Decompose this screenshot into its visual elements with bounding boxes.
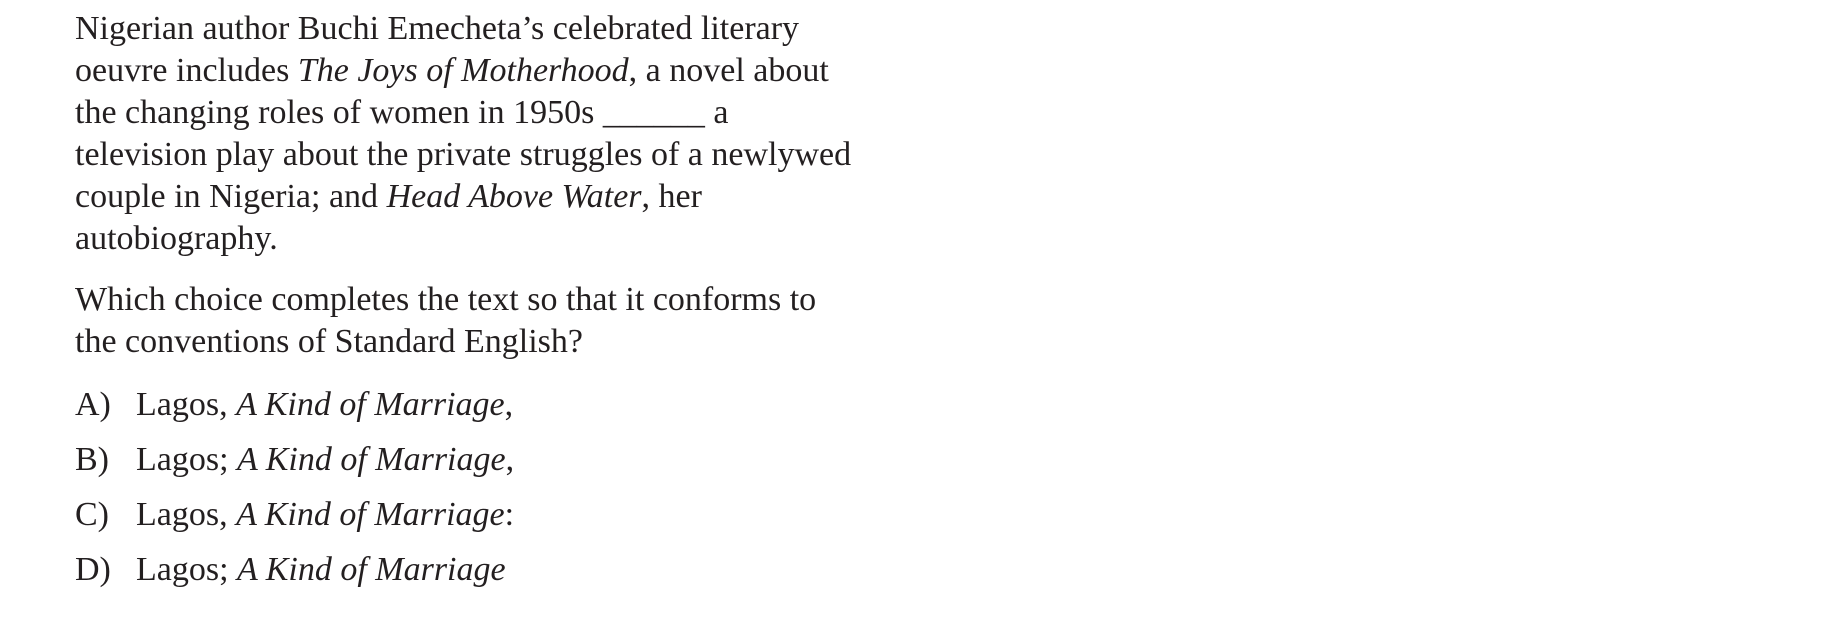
choice-a[interactable] — [75, 384, 865, 426]
question-prompt: Which choice completes the text so that it conforms to the conventions of Standard English? — [75, 281, 817, 360]
choice-letter: D) — [75, 551, 111, 588]
choice-letter: C) — [75, 496, 109, 533]
passage-title-2: Head Above Water — [386, 178, 642, 215]
passage-part-2: , a novel about the changing roles of women in 1950s ______ a television play about the private struggles of a newlywed couple in Nigeria; and — [75, 52, 852, 215]
choice-text: Lagos, A Kind of Marriage: — [136, 496, 515, 533]
passage-title-1: The Joys of Motherhood — [297, 52, 629, 89]
choice-text: Lagos; A Kind of Marriage — [136, 551, 506, 588]
passage-text — [75, 8, 865, 260]
question-block — [75, 8, 865, 604]
choice-b[interactable] — [75, 439, 865, 481]
passage-part-3: , her autobiography. — [75, 178, 702, 257]
choice-letter: A) — [75, 386, 111, 423]
choice-text: Lagos; A Kind of Marriage, — [136, 441, 515, 478]
passage-part-1: Nigerian author Buchi Emecheta’s celebrated literary oeuvre includes — [75, 10, 800, 89]
choice-text: Lagos, A Kind of Marriage, — [136, 386, 514, 423]
choice-d[interactable] — [75, 549, 865, 591]
choice-c[interactable] — [75, 494, 865, 536]
choice-letter: B) — [75, 441, 109, 478]
answer-choices — [75, 384, 865, 591]
